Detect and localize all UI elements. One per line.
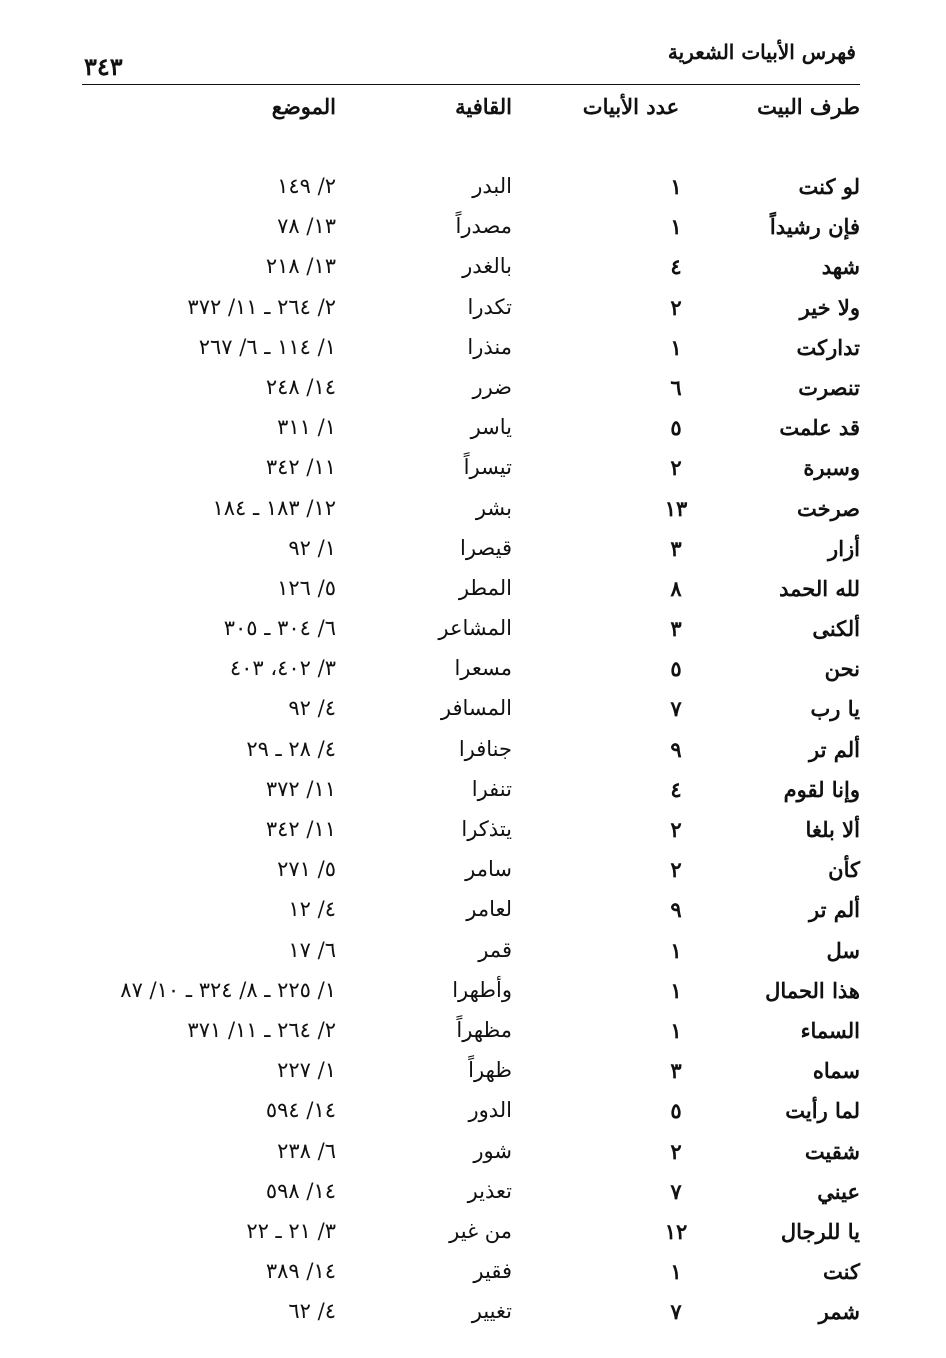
cell-hemistich: سل bbox=[826, 937, 860, 963]
cell-hemistich: يا للرجال bbox=[780, 1218, 860, 1244]
cell-hemistich: أزار bbox=[828, 535, 860, 561]
cell-verse-count: ١ bbox=[670, 1259, 682, 1285]
cell-verse-count: ٤ bbox=[670, 254, 682, 280]
cell-location: ٦/ ٢٣٨ bbox=[277, 1138, 336, 1163]
table-row bbox=[0, 252, 946, 292]
cell-rhyme: تيسراً bbox=[463, 455, 512, 480]
table-row bbox=[0, 936, 946, 976]
cell-verse-count: ٢ bbox=[670, 294, 682, 320]
cell-hemistich: لما رأيت bbox=[785, 1098, 860, 1124]
cell-location: ٦/ ٣٠٤ ـ ٣٠٥ bbox=[223, 616, 336, 641]
cell-verse-count: ٧ bbox=[670, 696, 682, 722]
cell-rhyme: شور bbox=[473, 1138, 512, 1163]
cell-location: ١٢/ ١٨٣ ـ ١٨٤ bbox=[212, 495, 336, 520]
cell-verse-count: ٢ bbox=[670, 857, 682, 883]
cell-location: ٣/ ٢١ ـ ٢٢ bbox=[246, 1218, 336, 1243]
cell-rhyme: فقير bbox=[473, 1259, 512, 1284]
cell-hemistich: كنت bbox=[823, 1259, 860, 1285]
cell-verse-count: ٥ bbox=[670, 656, 682, 682]
running-title: فهرس الأبيات الشعرية bbox=[667, 40, 856, 64]
cell-hemistich: ألم تر bbox=[809, 897, 860, 923]
header-rule bbox=[82, 84, 860, 85]
cell-location: ١١/ ٣٤٢ bbox=[265, 817, 336, 841]
column-header-hemistich: طرف البيت bbox=[757, 94, 860, 119]
cell-hemistich: نحن bbox=[824, 656, 860, 682]
table-row bbox=[0, 614, 946, 654]
cell-location: ٢/ ٢٦٤ ـ ١١/ ٣٧١ bbox=[187, 1017, 336, 1042]
table-row bbox=[0, 1056, 946, 1096]
table-row bbox=[0, 815, 946, 855]
table-row bbox=[0, 775, 946, 815]
cell-rhyme: المطر bbox=[458, 575, 512, 600]
table-row bbox=[0, 1137, 946, 1177]
cell-verse-count: ١ bbox=[670, 174, 682, 199]
table-row bbox=[0, 1217, 946, 1257]
cell-verse-count: ٩ bbox=[670, 736, 682, 762]
cell-rhyme: ضرر bbox=[472, 374, 512, 399]
table-row bbox=[0, 574, 946, 614]
cell-verse-count: ٥ bbox=[670, 1098, 682, 1124]
cell-location: ٣/ ٤٠٢، ٤٠٣ bbox=[229, 656, 336, 681]
cell-hemistich: لله الحمد bbox=[779, 575, 860, 601]
cell-hemistich: السماء bbox=[800, 1017, 860, 1043]
cell-hemistich: صرخت bbox=[796, 495, 860, 521]
table-row bbox=[0, 212, 946, 252]
cell-location: ١٤/ ٢٤٨ bbox=[265, 374, 336, 399]
cell-location: ١١/ ٣٤٢ bbox=[265, 455, 336, 480]
cell-rhyme: بشر bbox=[475, 495, 512, 520]
cell-hemistich: تنصرت bbox=[798, 374, 860, 400]
cell-rhyme: جنافرا bbox=[458, 736, 512, 761]
cell-location: ٢/ ٢٦٤ ـ ١١/ ٣٧٢ bbox=[187, 294, 336, 319]
cell-rhyme: ياسر bbox=[470, 415, 512, 440]
page-number: ٣٤٣ bbox=[84, 52, 123, 81]
cell-location: ١٤/ ٥٩٤ bbox=[265, 1098, 336, 1123]
cell-location: ٤/ ٩٢ bbox=[288, 696, 336, 721]
table-row bbox=[0, 333, 946, 373]
cell-location: ١٤/ ٣٨٩ bbox=[265, 1259, 336, 1284]
cell-location: ١٣/ ٧٨ bbox=[277, 214, 336, 239]
cell-location: ١/ ٩٢ bbox=[288, 535, 336, 560]
cell-verse-count: ٢ bbox=[670, 1138, 682, 1164]
cell-hemistich: كأن bbox=[828, 857, 860, 883]
cell-hemistich: شهد bbox=[821, 254, 860, 280]
table-row bbox=[0, 1177, 946, 1217]
cell-hemistich: عيني bbox=[817, 1178, 860, 1204]
cell-rhyme: منذرا bbox=[467, 334, 512, 359]
cell-location: ١/ ٢٢٧ bbox=[277, 1058, 336, 1083]
cell-rhyme: سامر bbox=[465, 857, 512, 882]
cell-verse-count: ٧ bbox=[670, 1299, 682, 1325]
cell-rhyme: الدور bbox=[468, 1098, 512, 1123]
cell-rhyme: قمر bbox=[478, 937, 512, 962]
table-row bbox=[0, 172, 946, 212]
cell-location: ١/ ٢٢٥ ـ ٨/ ٣٢٤ ـ ١٠/ ٨٧ bbox=[120, 977, 336, 1002]
table-row bbox=[0, 1016, 946, 1056]
cell-location: ١٤/ ٥٩٨ bbox=[265, 1178, 336, 1203]
cell-verse-count: ١٢ bbox=[664, 1218, 688, 1244]
cell-hemistich: ألا بلغا bbox=[805, 817, 860, 842]
cell-rhyme: تنفرا bbox=[471, 776, 512, 801]
cell-verse-count: ٣ bbox=[670, 616, 682, 642]
cell-rhyme: ظهراً bbox=[468, 1058, 512, 1083]
table-row bbox=[0, 1096, 946, 1136]
cell-location: ٤/ ٦٢ bbox=[288, 1299, 336, 1324]
table-row bbox=[0, 494, 946, 534]
cell-hemistich: ولا خير bbox=[799, 294, 860, 320]
cell-verse-count: ٩ bbox=[670, 897, 682, 923]
cell-location: ٥/ ١٢٦ bbox=[277, 575, 336, 600]
cell-verse-count: ٢ bbox=[670, 817, 682, 842]
cell-location: ٤/ ٢٨ ـ ٢٩ bbox=[246, 736, 336, 761]
cell-location: ١١/ ٣٧٢ bbox=[265, 776, 336, 801]
cell-rhyme: مسعرا bbox=[454, 656, 512, 681]
cell-hemistich: شمر bbox=[818, 1299, 860, 1325]
cell-verse-count: ٨ bbox=[670, 575, 682, 601]
table-row bbox=[0, 895, 946, 935]
cell-verse-count: ١٣ bbox=[664, 495, 688, 521]
column-header-location: الموضع bbox=[271, 94, 336, 119]
cell-verse-count: ١ bbox=[670, 977, 682, 1003]
cell-rhyme: تغيير bbox=[471, 1299, 512, 1324]
table-row bbox=[0, 453, 946, 493]
cell-rhyme: تكدرا bbox=[467, 294, 512, 319]
table-row bbox=[0, 694, 946, 734]
cell-verse-count: ٣ bbox=[670, 1058, 682, 1084]
table-row bbox=[0, 735, 946, 775]
cell-hemistich: تداركت bbox=[796, 334, 860, 360]
cell-location: ٤/ ١٢ bbox=[288, 897, 336, 922]
cell-verse-count: ٤ bbox=[670, 776, 682, 802]
cell-verse-count: ١ bbox=[670, 937, 682, 963]
cell-hemistich: يا رب bbox=[810, 696, 860, 722]
cell-location: ١٣/ ٢١٨ bbox=[265, 254, 336, 279]
table-row bbox=[0, 855, 946, 895]
cell-rhyme: مظهراً bbox=[456, 1017, 512, 1042]
table-row bbox=[0, 534, 946, 574]
cell-rhyme: المشاعر bbox=[438, 616, 512, 641]
cell-hemistich: قد علمت bbox=[779, 415, 860, 441]
cell-rhyme: مصدراً bbox=[455, 214, 512, 239]
cell-rhyme: المسافر bbox=[440, 696, 512, 721]
table-row bbox=[0, 413, 946, 453]
verse-index-table bbox=[0, 172, 946, 1337]
cell-rhyme: بالغدر bbox=[462, 254, 512, 279]
cell-rhyme: البدر bbox=[472, 174, 512, 198]
cell-location: ٥/ ٢٧١ bbox=[277, 857, 336, 882]
column-header-verse-count: عدد الأبيات bbox=[582, 94, 680, 119]
cell-rhyme: وأطهرا bbox=[452, 977, 512, 1002]
cell-hemistich: لو كنت bbox=[798, 174, 860, 199]
cell-location: ٢/ ١٤٩ bbox=[277, 174, 336, 198]
table-row bbox=[0, 1257, 946, 1297]
cell-rhyme: قيصرا bbox=[459, 535, 512, 560]
cell-hemistich: وإنا لقوم bbox=[783, 776, 860, 802]
cell-verse-count: ٦ bbox=[670, 374, 682, 400]
table-row bbox=[0, 373, 946, 413]
cell-rhyme: تعذير bbox=[467, 1178, 512, 1203]
cell-verse-count: ٥ bbox=[670, 415, 682, 441]
cell-location: ١/ ٣١١ bbox=[277, 415, 336, 440]
cell-hemistich: سماه bbox=[812, 1058, 860, 1084]
cell-verse-count: ٢ bbox=[670, 455, 682, 481]
cell-hemistich: وسبرة bbox=[803, 455, 860, 481]
cell-rhyme: يتذكرا bbox=[461, 817, 512, 841]
cell-hemistich: ألم تر bbox=[809, 736, 860, 762]
cell-hemistich: شقيت bbox=[804, 1138, 860, 1164]
cell-verse-count: ١ bbox=[670, 334, 682, 360]
cell-hemistich: هذا الحمال bbox=[765, 977, 860, 1003]
column-header-rhyme: القافية bbox=[455, 94, 512, 119]
cell-rhyme: لعامر bbox=[466, 897, 512, 922]
cell-hemistich: ألكنى bbox=[812, 616, 860, 642]
cell-verse-count: ١ bbox=[670, 214, 682, 240]
cell-hemistich: فإن رشيداً bbox=[769, 214, 860, 240]
table-row bbox=[0, 976, 946, 1016]
table-row bbox=[0, 293, 946, 333]
cell-rhyme: من غير bbox=[449, 1218, 512, 1243]
cell-verse-count: ٣ bbox=[670, 535, 682, 561]
table-row bbox=[0, 1297, 946, 1337]
cell-verse-count: ١ bbox=[670, 1017, 682, 1043]
table-row bbox=[0, 654, 946, 694]
cell-verse-count: ٧ bbox=[670, 1178, 682, 1204]
cell-location: ٦/ ١٧ bbox=[288, 937, 336, 962]
cell-location: ١/ ١١٤ ـ ٦/ ٢٦٧ bbox=[198, 334, 336, 359]
